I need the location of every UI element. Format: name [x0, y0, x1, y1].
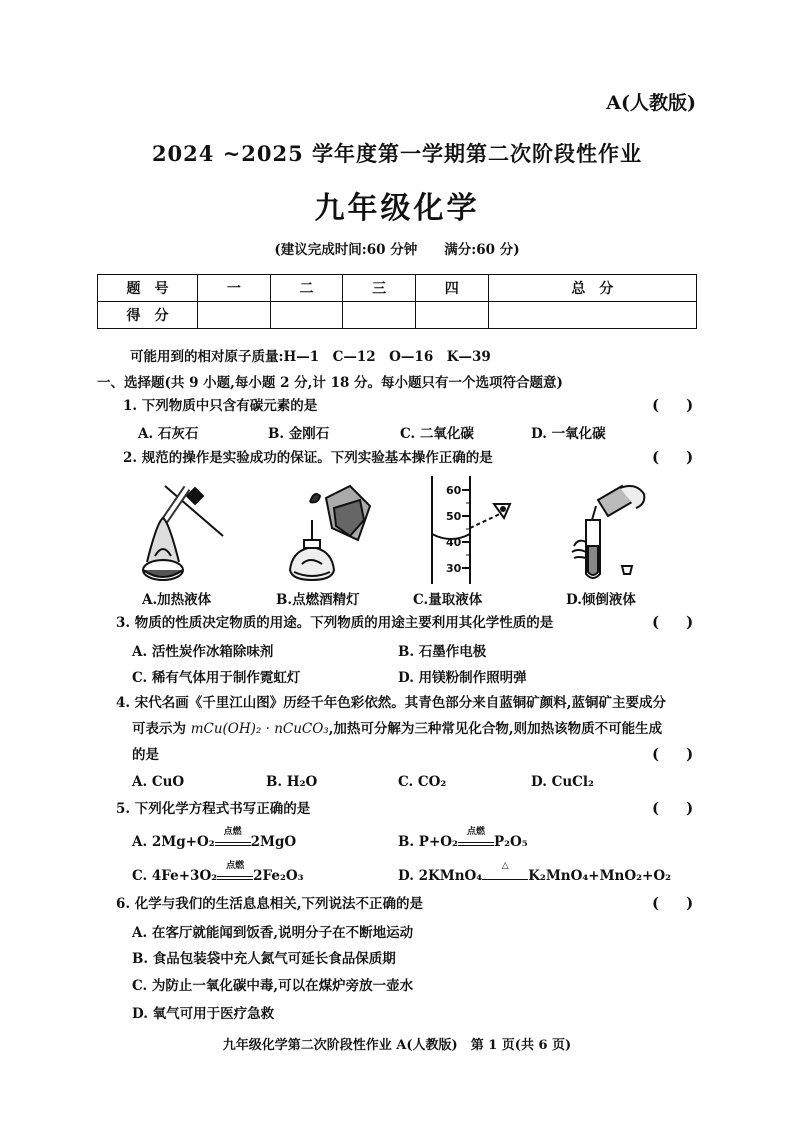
pouring-liquid-figure: [560, 480, 650, 586]
score-cell-2: 二: [270, 275, 343, 302]
q5a-left: A. 2Mg+O₂: [132, 834, 215, 850]
q1-option-b[interactable]: B. 金刚石: [268, 426, 330, 442]
q5d-right: K₂MnO₄+MnO₂+O₂: [528, 868, 671, 884]
graduated-cylinder-figure: [420, 476, 520, 584]
q3-option-b[interactable]: B. 石墨作电极: [398, 644, 487, 660]
q6-stem: 6. 化学与我们的生活息息相关,下列说法不正确的是: [116, 896, 423, 912]
q6-option-a[interactable]: A. 在客厅就能闻到饭香,说明分子在不断地运动: [132, 925, 414, 941]
q5c-left: C. 4Fe+3O₂: [132, 868, 218, 884]
atomic-masses: 可能用到的相对原子质量:H—1 C—12 O—16 K—39: [130, 349, 491, 365]
q5b-left: B. P+O₂: [398, 834, 458, 850]
score-cell-1: 一: [198, 275, 271, 302]
cylinder-tick-60: 60: [446, 484, 462, 497]
exam-title: 2024 ~2025 学年度第一学期第二次阶段性作业: [151, 141, 643, 166]
q5a-right: 2MgO: [250, 834, 297, 850]
q3-answer-paren[interactable]: ( ): [652, 613, 700, 631]
q2-option-b[interactable]: B.点燃酒精灯: [276, 592, 360, 608]
q4-stem-line1: 4. 宋代名画《千里江山图》历经千年色彩依然。其青色部分来自蓝铜矿颜料,蓝铜矿主要成分: [116, 695, 666, 711]
q1-answer-paren[interactable]: ( ): [652, 396, 700, 414]
score-input-3[interactable]: [343, 302, 416, 329]
q2-option-d[interactable]: D.倾倒液体: [566, 592, 636, 608]
heat-arrow-d: [482, 861, 528, 880]
edition-label: A(人教版): [606, 92, 696, 114]
score-cell-total: 总 分: [488, 275, 696, 302]
q5c-condition: 点燃: [226, 861, 245, 871]
cylinder-tick-40: 40: [446, 536, 462, 549]
q5b-condition: 点燃: [466, 827, 485, 837]
ignite-arrow-b: [458, 827, 494, 846]
ignite-arrow-c: [217, 861, 253, 880]
ignite-arrow-a: [215, 827, 251, 846]
q2-answer-paren[interactable]: ( ): [652, 448, 700, 466]
q4-option-b[interactable]: B. H₂O: [266, 774, 318, 790]
heating-liquid-figure: [125, 478, 235, 586]
time-note: (建议完成时间:60 分钟 满分:60 分): [274, 242, 520, 258]
q1-option-a[interactable]: A. 石灰石: [138, 426, 199, 442]
q1-option-c[interactable]: C. 二氧化碳: [400, 426, 474, 442]
q4-line2-pre: 可表示为: [132, 721, 186, 737]
q5-option-d[interactable]: [398, 861, 671, 884]
score-row-label: 得 分: [98, 302, 198, 329]
q3-stem: 3. 物质的性质决定物质的用途。下列物质的用途主要利用其化学性质的是: [116, 615, 554, 631]
q4-stem-line3: 的是: [132, 747, 159, 763]
q1-stem: 1. 下列物质中只含有碳元素的是: [123, 398, 318, 414]
q6-answer-paren[interactable]: ( ): [652, 894, 700, 912]
q5a-condition: 点燃: [223, 827, 242, 837]
q2-option-a[interactable]: A.加热液体: [142, 592, 212, 608]
q4-stem-line2: [132, 719, 662, 739]
score-input-total[interactable]: [488, 302, 696, 329]
page-footer: 九年级化学第二次阶段性作业 A(人教版) 第 1 页(共 6 页): [222, 1038, 572, 1053]
score-cell-label: 题 号: [98, 275, 198, 302]
score-cell-3: 三: [343, 275, 416, 302]
score-input-2[interactable]: [270, 302, 343, 329]
score-input-4[interactable]: [415, 302, 488, 329]
q5-answer-paren[interactable]: ( ): [652, 799, 700, 817]
q4-formula: mCu(OH)₂ · nCuCO₃: [190, 721, 329, 737]
cylinder-tick-50: 50: [446, 510, 462, 523]
q5b-right: P₂O₅: [493, 834, 528, 850]
q4-option-c[interactable]: C. CO₂: [398, 774, 447, 790]
q5-option-a[interactable]: [132, 827, 297, 850]
subject-title: 九年级化学: [314, 191, 480, 226]
q1-option-d[interactable]: D. 一氧化碳: [531, 426, 606, 442]
q4-option-d[interactable]: D. CuCl₂: [531, 774, 594, 790]
q5-stem: 5. 下列化学方程式书写正确的是: [116, 801, 311, 817]
score-table-header-row: [98, 275, 697, 302]
score-input-1[interactable]: [198, 302, 271, 329]
q4-line2-post: ,加热可分解为三种常见化合物,则加热该物质不可能生成: [328, 721, 663, 737]
q3-option-a[interactable]: A. 活性炭作冰箱除味剂: [132, 644, 274, 660]
score-table: [97, 274, 697, 329]
q2-option-c[interactable]: C.量取液体: [413, 592, 483, 608]
q5d-condition: △: [501, 861, 509, 871]
q5d-left: D. 2KMnO₄: [398, 868, 483, 884]
lighting-alcohol-lamp-figure: [280, 480, 376, 586]
score-cell-4: 四: [415, 275, 488, 302]
section-1-heading: 一、选择题(共 9 小题,每小题 2 分,计 18 分。每小题只有一个选项符合题意): [97, 375, 563, 391]
q4-answer-paren[interactable]: ( ): [652, 745, 700, 763]
q2-stem: 2. 规范的操作是实验成功的保证。下列实验基本操作正确的是: [123, 450, 493, 466]
q6-option-b[interactable]: B. 食品包装袋中充人氮气可延长食品保质期: [132, 951, 396, 967]
cylinder-tick-30: 30: [446, 562, 462, 575]
q6-option-c[interactable]: C. 为防止一氧化碳中毒,可以在煤炉旁放一壶水: [132, 978, 414, 994]
q5-option-b[interactable]: [398, 827, 528, 850]
score-table-score-row: [98, 302, 697, 329]
q5c-right: 2Fe₂O₃: [253, 868, 304, 884]
q5-option-c[interactable]: [132, 861, 304, 884]
q4-option-a[interactable]: A. CuO: [132, 774, 185, 790]
q3-option-c[interactable]: C. 稀有气体用于制作霓虹灯: [132, 670, 301, 686]
q3-option-d[interactable]: D. 用镁粉制作照明弹: [398, 670, 527, 686]
q6-option-d[interactable]: D. 氧气可用于医疗急救: [132, 1006, 275, 1022]
